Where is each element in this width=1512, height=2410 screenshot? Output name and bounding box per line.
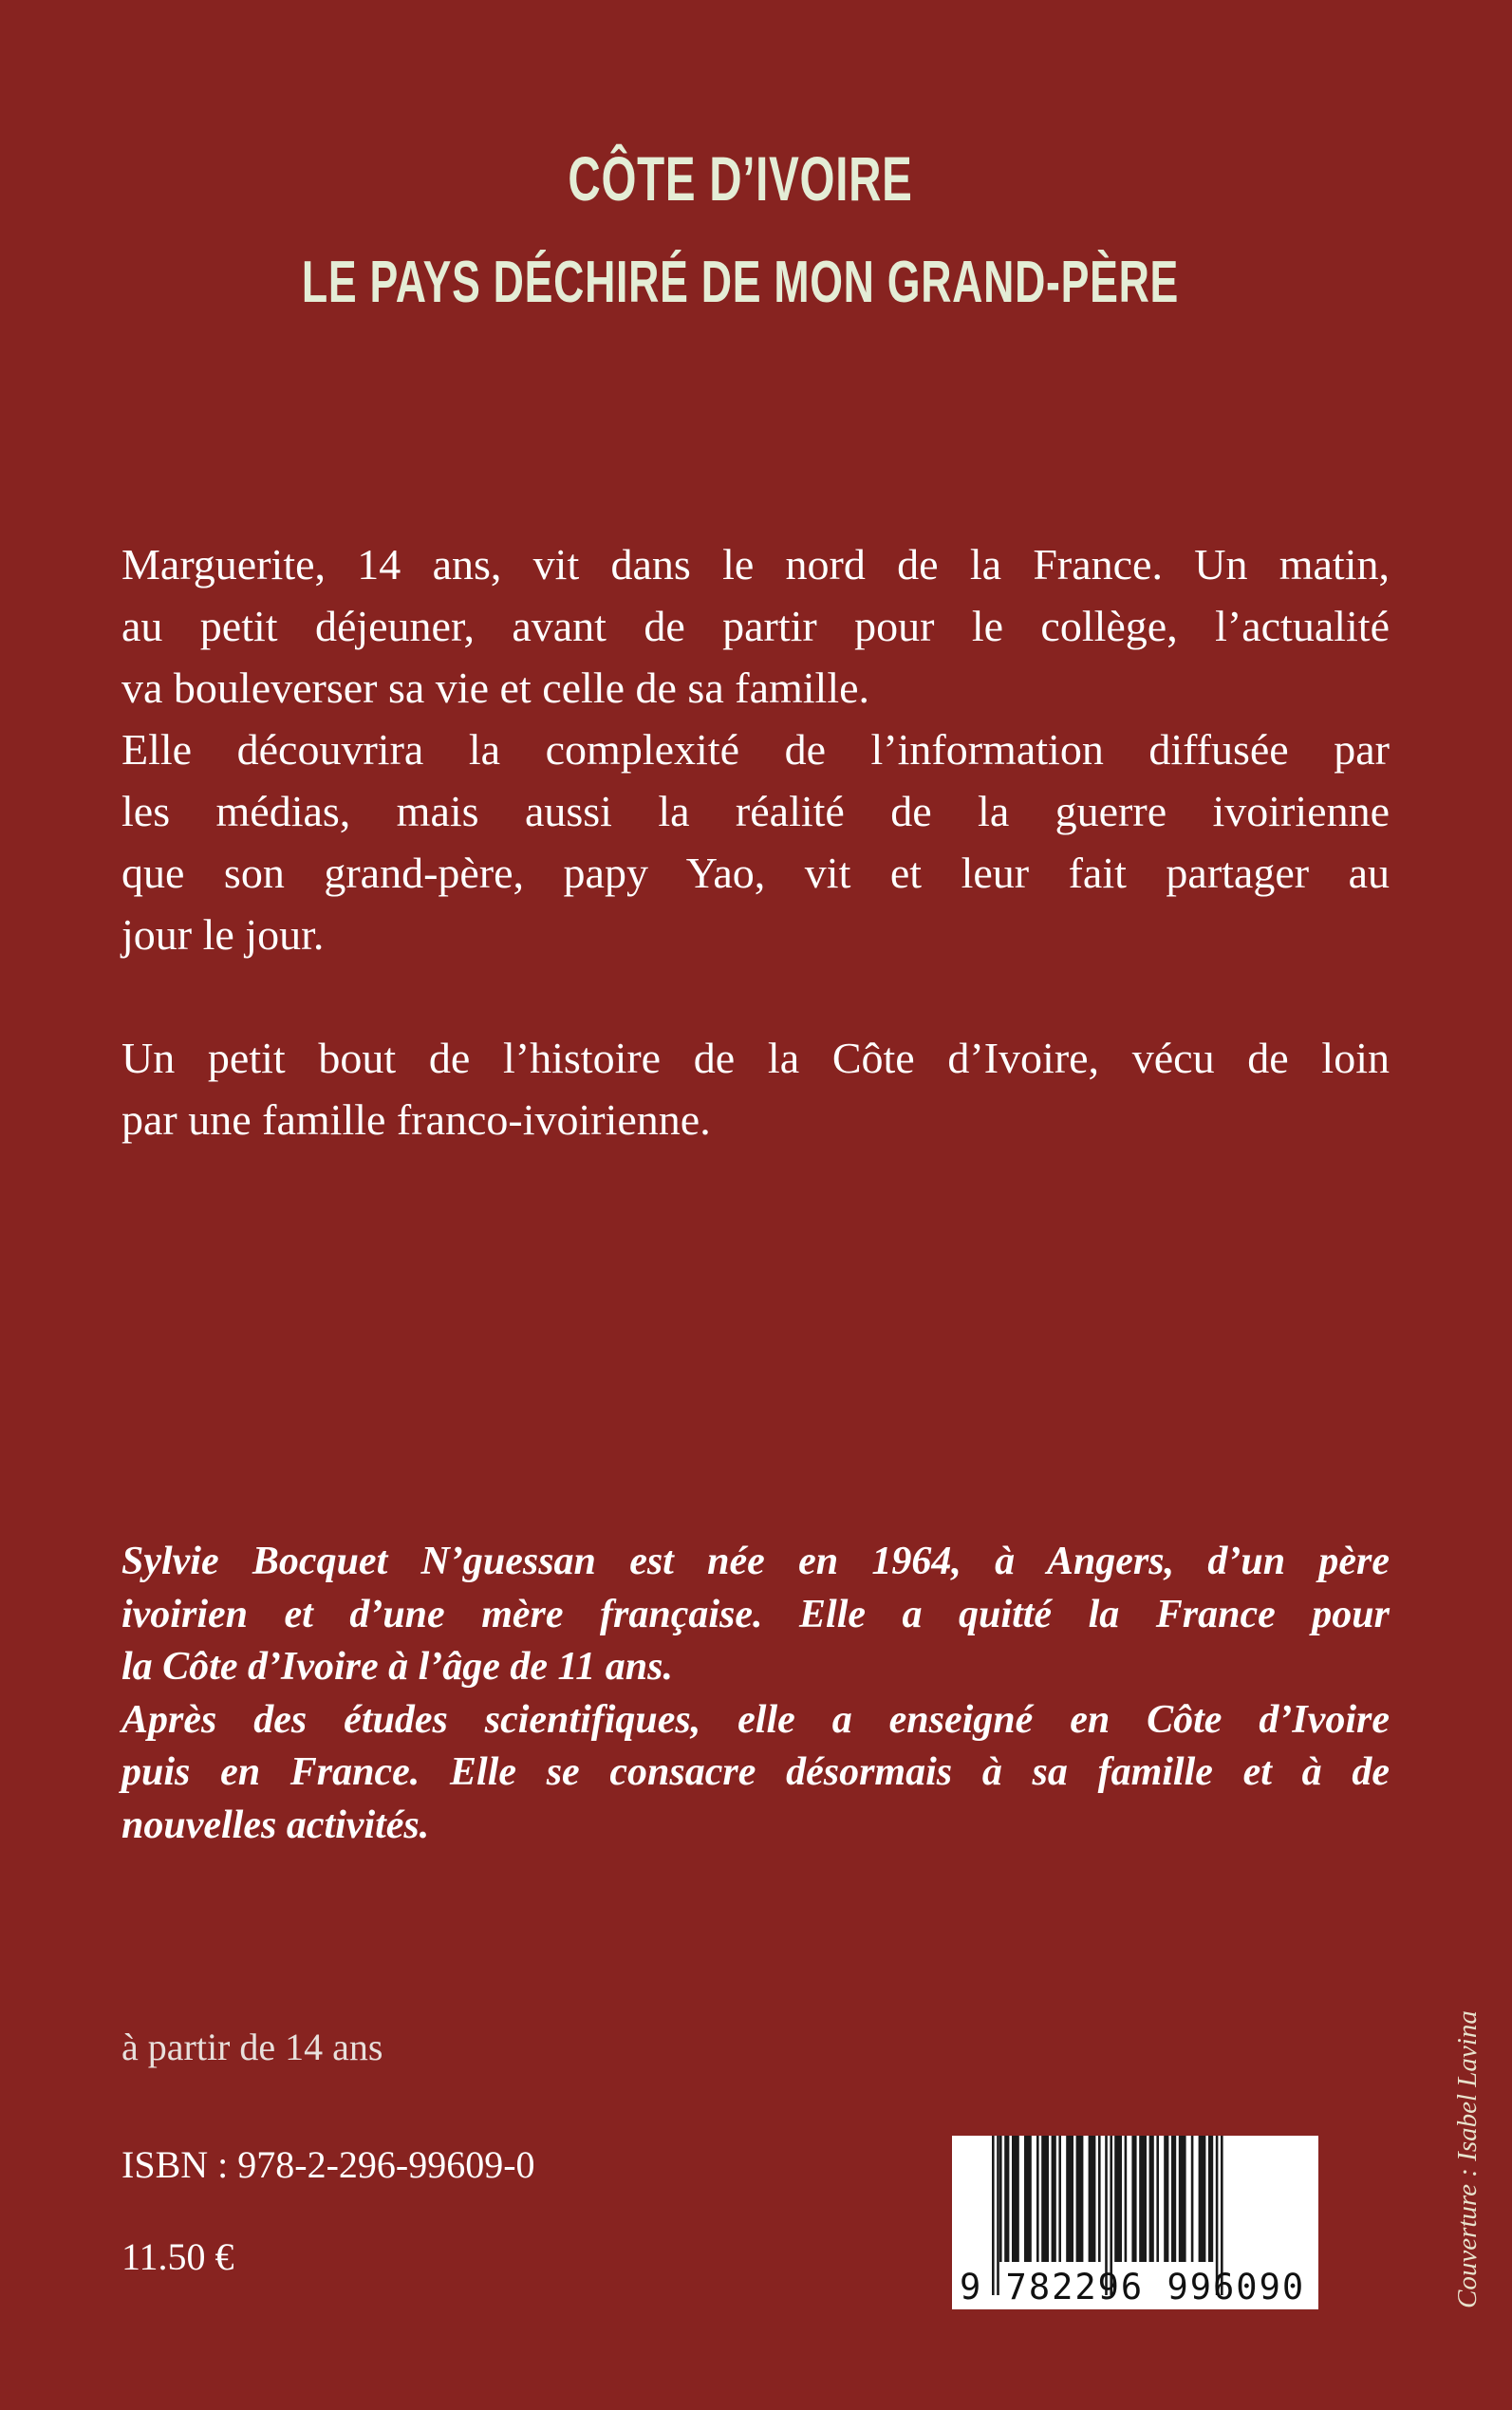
text-line: Après des études scientifiques, elle a enseigné en Côte d’Ivoire [121,1697,1390,1742]
text-line: Un petit bout de l’histoire de la Côte d’Ivoire, vécu de loin [121,1034,1390,1082]
barcode-bar [1036,2136,1039,2262]
barcode-bar [1012,2136,1019,2262]
barcode-digits: 9 782296 996090 [960,2267,1306,2307]
title-line-1: CÔTE D’IVOIRE [568,143,913,214]
summary-paragraph-1 [121,533,1390,965]
text-line: que son grand-père, papy Yao, vit et leur fait partager au [121,849,1390,897]
barcode-bar [1179,2136,1186,2262]
barcode-bar [1191,2136,1194,2262]
barcode-bar [1098,2136,1101,2262]
barcode-bar [1125,2136,1128,2262]
barcode-bar [1164,2136,1168,2262]
price: 11.50 € [121,2235,234,2278]
barcode-bar [1066,2136,1073,2262]
text-line: par une famille franco-ivoirienne. [121,1095,711,1144]
summary-paragraph-2 [121,1027,1390,1150]
barcode-bar [1041,2136,1049,2262]
barcode-bar [1171,2136,1176,2262]
text-line: la Côte d’Ivoire à l’âge de 11 ans. [121,1645,673,1689]
text-line: va bouleverser sa vie et celle de sa famille. [121,663,870,712]
bio-text: est née en 1964, à Angers, d’un père [595,1540,1391,1583]
text-line: puis en France. Elle se consacre désormais à sa famille et à de [121,1750,1390,1794]
isbn: ISBN : 978-2-296-99609-0 [121,2143,535,2186]
author-name: Sylvie Bocquet N’guessan [121,1540,596,1583]
barcode-bar [1089,2136,1096,2262]
barcode-bar [1199,2136,1206,2262]
barcode-bar [1149,2136,1154,2262]
text-line: ivoirien et d’une mère française. Elle a quitté la France pour [121,1592,1390,1636]
barcode-bar [1208,2136,1213,2262]
cover-credit: Couverture : Isabel Lavina [1452,2010,1483,2308]
barcode-bar [999,2136,1002,2262]
text-line: au petit déjeuner, avant de partir pour le collège, l’actualité [121,602,1390,650]
barcode-bar [1052,2136,1056,2262]
barcode-bar [1114,2136,1122,2262]
barcode-bar [1024,2136,1032,2262]
text-line: Marguerite, 14 ans, vit dans le nord de la France. Un matin, [121,540,1390,588]
barcode [952,2136,1318,2309]
text-line: nouvelles activités. [121,1803,430,1847]
barcode-bar [1131,2136,1136,2262]
text-line: jour le jour. [121,910,325,959]
barcode-bar [1076,2136,1084,2262]
barcode-bar [1156,2136,1159,2262]
barcode-bar [1139,2136,1147,2262]
text-line: les médias, mais aussi la réalité de la guerre ivoirienne [121,787,1390,835]
text-line: Elle découvrira la complexité de l’information diffusée par [121,725,1390,774]
barcode-bar [1004,2136,1009,2262]
barcode-bar [1058,2136,1061,2262]
age-range: à partir de 14 ans [121,2026,383,2068]
text-line [121,1536,1390,1589]
title-line-2: LE PAYS DÉCHIRÉ DE MON GRAND-PÈRE [301,250,1180,315]
author-bio [121,1536,1390,1852]
